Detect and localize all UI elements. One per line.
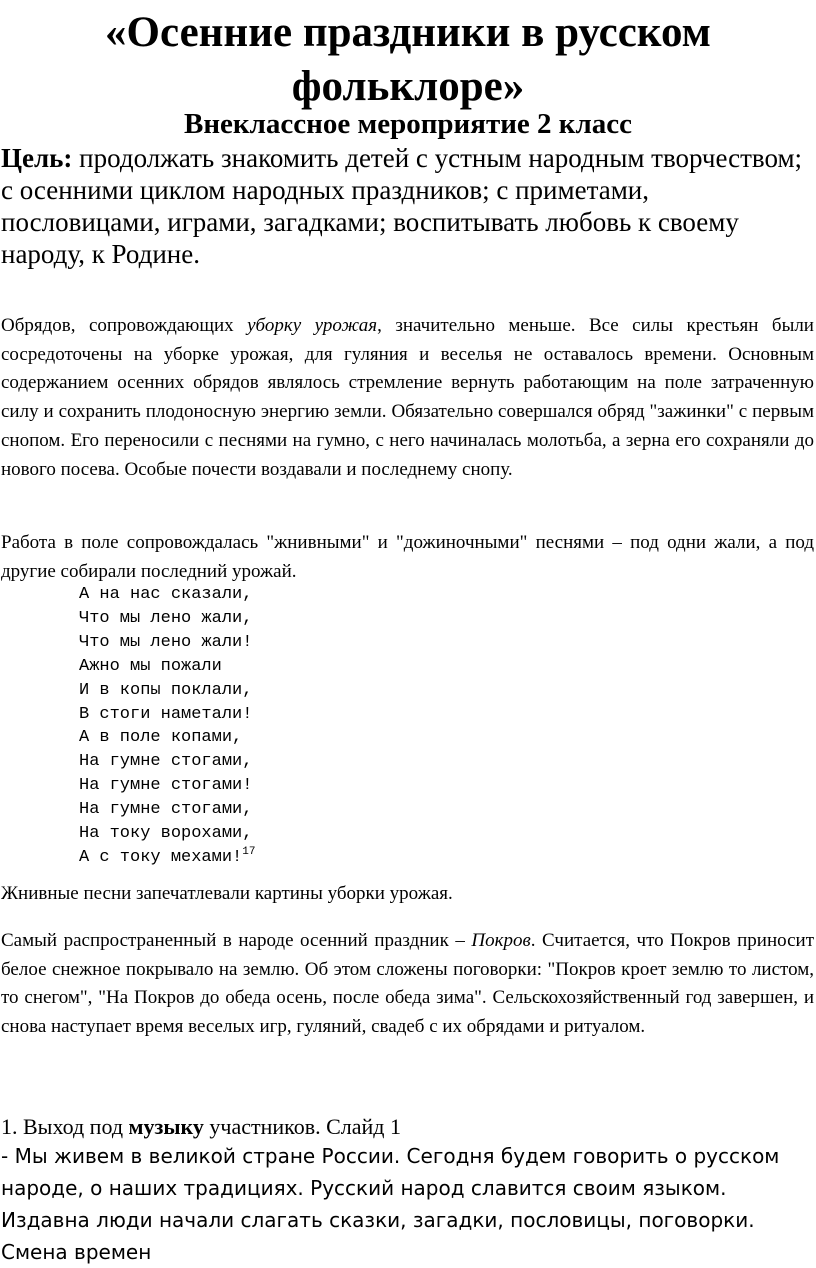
- slide-1-heading: [1, 1112, 801, 1142]
- slide-suffix: участников. Слайд 1: [203, 1114, 401, 1139]
- poem-line: Что мы лено жали,: [79, 608, 253, 628]
- goal-label: Цель:: [1, 143, 73, 173]
- harvest-songs-note: Жнивные песни запечатлевали картины уборки урожая.: [1, 883, 453, 904]
- poem-line: На току ворохами,: [79, 824, 253, 844]
- poem-line: Ажно мы пожали: [79, 656, 222, 676]
- pokrov-italic-term: Покров: [471, 930, 531, 951]
- poem-line: На гумне стогами,: [79, 800, 253, 820]
- harvest-rituals-paragraph: [1, 312, 814, 484]
- poem-line: На гумне стогами,: [79, 752, 253, 772]
- paragraph1-text-start: Обрядов, сопровождающих: [1, 315, 248, 336]
- slide-prefix: 1. Выход под: [1, 1114, 129, 1139]
- poem-line: А в поле копами,: [79, 728, 243, 748]
- pokrov-paragraph: [1, 927, 814, 1042]
- goal-paragraph: [1, 142, 809, 270]
- paragraph4-text-start: Самый распространенный в народе осенний праздник –: [1, 930, 472, 951]
- poem-line: А с току мехами!: [79, 847, 243, 867]
- poem-line: И в копы поклали,: [79, 680, 253, 700]
- intro-speech-paragraph: - Мы живем в великой стране России. Сегодня будем говорить о русском народе, о наших традициях. Русский народ славится своим языком. Издавна люди начали слагать сказки, загадки, пословицы, поговорки. Смена времен: [1, 1144, 780, 1264]
- poem-line: На гумне стогами!: [79, 776, 253, 796]
- poem-line: Что мы лено жали!: [79, 632, 253, 652]
- harvest-song-poem: [79, 583, 255, 870]
- document-subtitle: Внеклассное мероприятие 2 класс: [183, 108, 632, 140]
- paragraph1-italic-term: уборку урожая: [247, 315, 378, 336]
- document-title: «Осенние праздники в русском фольклоре»: [105, 9, 711, 110]
- field-songs-paragraph: Работа в поле сопровождалась "жнивными" и "дожиночными" песнями – под одни жали, а под другие собирали последний урожай.: [1, 532, 814, 582]
- paragraph4-text-end: . Считается, что Покров приносит белое снежное покрывало на землю. Об этом сложены поговорки: "Покров кроет землю то листом, то снегом", "На Покров до обеда осень, после обеда зима". Сельскохозяйственный год завершен, и снова наступает время веселых игр, гуляний, свадеб с их обрядами и ритуалом.: [1, 930, 814, 1038]
- footnote-marker: 17: [242, 845, 256, 858]
- poem-line: В стоги наметали!: [79, 704, 253, 724]
- slide-bold-word: музыку: [128, 1114, 204, 1139]
- poem-line: А на нас сказали,: [79, 585, 253, 604]
- goal-text: продолжать знакомить детей с устным народным творчеством; с осенними циклом народных праздников; с приметами, пословицами, играми, загадками; воспитывать любовь к своему народу, к Родине.: [1, 143, 803, 269]
- paragraph1-text-end: , значительно меньше. Все силы крестьян были сосредоточены на уборке урожая, для гуляния и веселья не оставалось времени. Основным содержанием осенних обрядов являлось стремление вернуть работающим на поле затраченную силу и сохранить плодоносную энергию земли. Обязательно совершался обряд "зажинки" с первым снопом. Его переносили с песнями на гумно, с него начиналась молотьба, а зерна его сохраняли до нового посева. Особые почести воздавали и последнему снопу.: [1, 315, 814, 480]
- poem-last-line: [79, 846, 255, 870]
